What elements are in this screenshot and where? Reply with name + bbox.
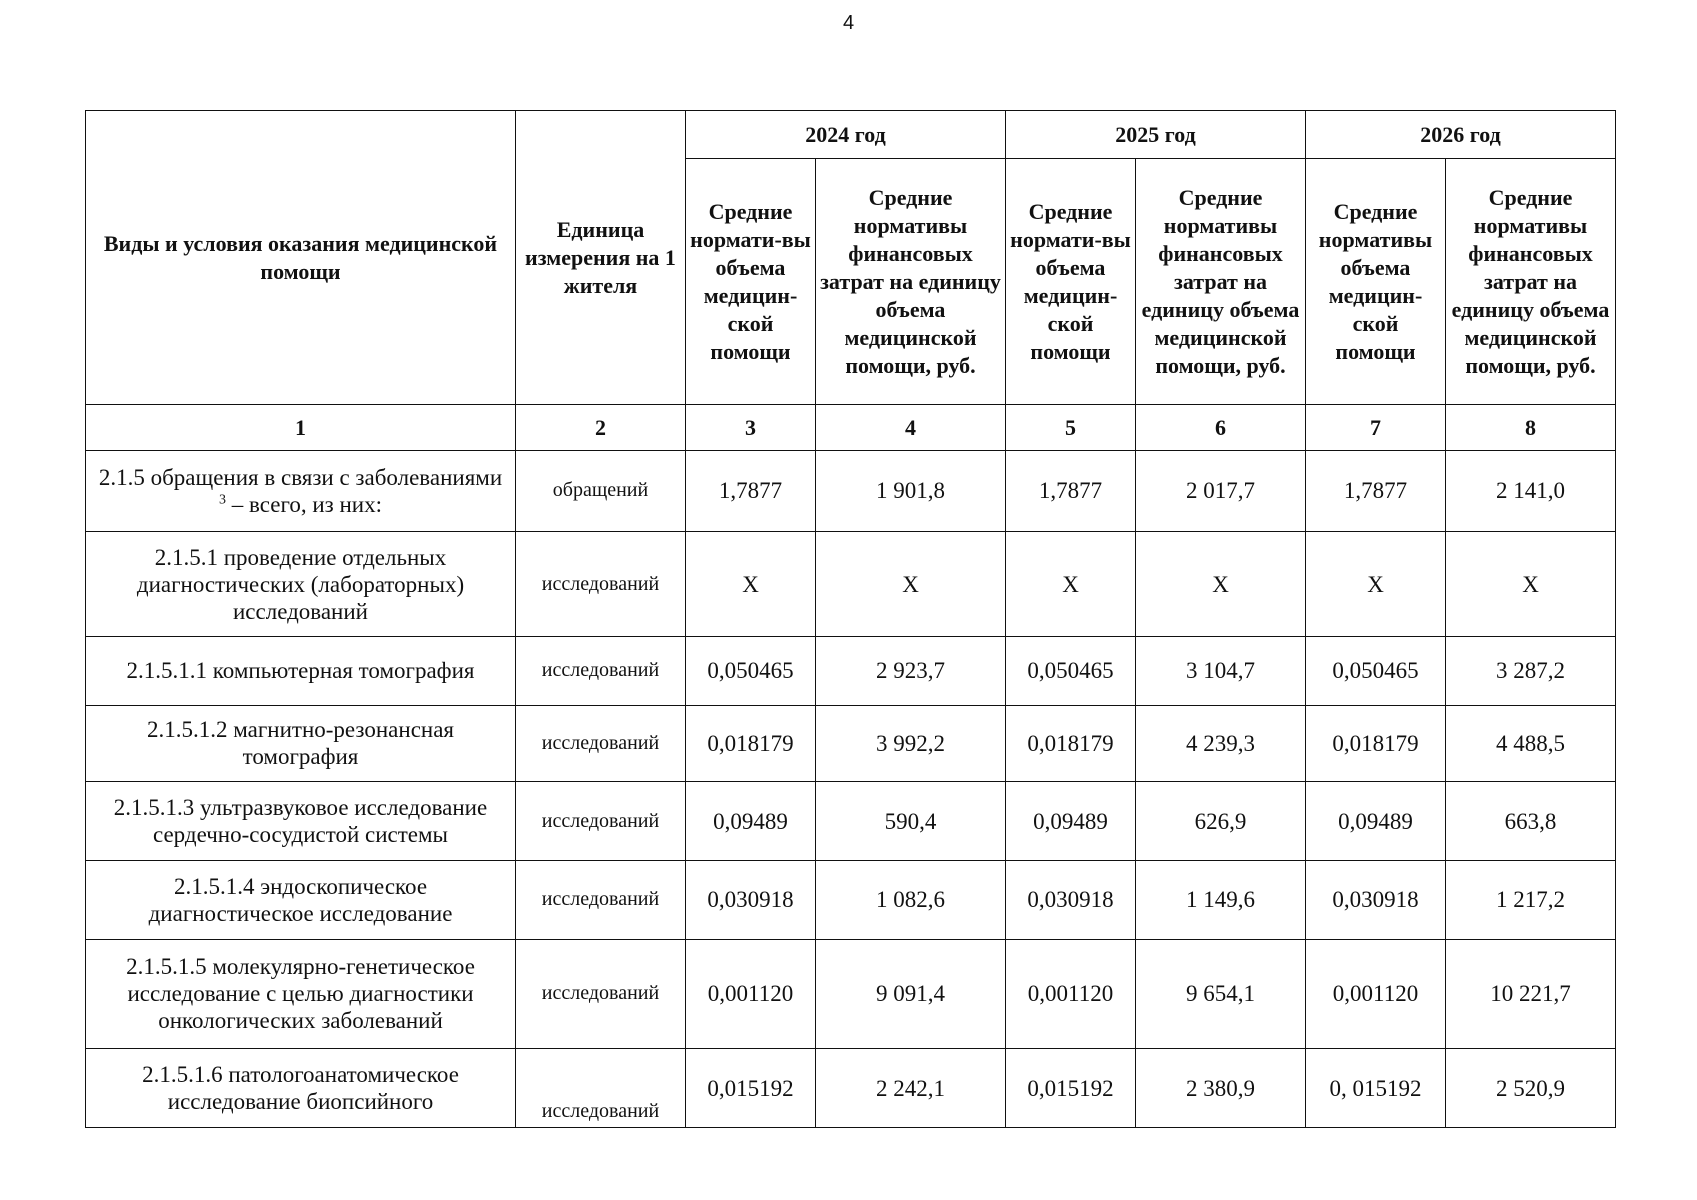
footnote-ref: 3 (219, 492, 227, 508)
row-unit: исследований (516, 637, 686, 705)
cell-value: 626,9 (1136, 782, 1306, 861)
row-name: 2.1.5.1.5 молекулярно-генетическое исследование с целью диагностики онкологических заболеваний (86, 939, 516, 1049)
row-name: 2.1.5.1.4 эндоскопическое диагностическое исследование (86, 860, 516, 939)
cell-value: 0,09489 (1006, 782, 1136, 861)
cell-value: 2 242,1 (816, 1049, 1006, 1128)
table-row (86, 1049, 1616, 1128)
row-unit: исследований (516, 705, 686, 782)
column-number: 8 (1446, 405, 1616, 451)
cell-value: 1,7877 (686, 451, 816, 532)
table-row (86, 451, 1616, 532)
row-unit: обращений (516, 451, 686, 532)
cell-value: 0,030918 (686, 860, 816, 939)
column-number: 5 (1006, 405, 1136, 451)
cell-value: 1 901,8 (816, 451, 1006, 532)
cell-value: 0,001120 (1006, 939, 1136, 1049)
cell-value: 2 141,0 (1446, 451, 1616, 532)
row-name: 2.1.5.1.1 компьютерная томография (86, 637, 516, 705)
page-number: 4 (842, 12, 855, 34)
header-cost-2024: Средние нормативы финансовых затрат на единицу объема медицинской помощи, руб. (816, 159, 1006, 405)
cell-value: 0,001120 (686, 939, 816, 1049)
cell-value: 1 082,6 (816, 860, 1006, 939)
table-row (86, 531, 1616, 637)
cell-value: 0,018179 (1306, 705, 1446, 782)
row-unit: исследований (516, 782, 686, 861)
row-unit: исследований (516, 1049, 686, 1128)
cell-value: 1,7877 (1306, 451, 1446, 532)
header-kinds-conditions: Виды и условия оказания медицинской помощи (86, 111, 516, 405)
cell-value: 663,8 (1446, 782, 1616, 861)
header-year-2024: 2024 год (686, 111, 1006, 159)
header-volume-2025: Средние нормати-вы объема медицин-ской помощи (1006, 159, 1136, 405)
cell-value: X (1446, 531, 1616, 637)
cell-value: 2 923,7 (816, 637, 1006, 705)
cell-value: 0, 015192 (1306, 1049, 1446, 1128)
row-name: 2.1.5.1.2 магнитно-резонансная томография (86, 705, 516, 782)
column-number: 6 (1136, 405, 1306, 451)
row-unit: исследований (516, 939, 686, 1049)
cell-value: 0,001120 (1306, 939, 1446, 1049)
row-name: 2.1.5.1 проведение отдельных диагностических (лабораторных) исследований (86, 531, 516, 637)
header-volume-2024: Средние нормати-вы объема медицин-ской помощи (686, 159, 816, 405)
column-number: 7 (1306, 405, 1446, 451)
cell-value: 0,015192 (686, 1049, 816, 1128)
cell-value: 4 239,3 (1136, 705, 1306, 782)
header-cost-2026: Средние нормативы финансовых затрат на единицу объема медицинской помощи, руб. (1446, 159, 1616, 405)
header-year-2025: 2025 год (1006, 111, 1306, 159)
cell-value: X (686, 531, 816, 637)
table-row (86, 705, 1616, 782)
cell-value: 3 287,2 (1446, 637, 1616, 705)
row-name: 2.1.5.1.3 ультразвуковое исследование сердечно-сосудистой системы (86, 782, 516, 861)
cell-value: 2 380,9 (1136, 1049, 1306, 1128)
column-number: 1 (86, 405, 516, 451)
cell-value: 0,030918 (1306, 860, 1446, 939)
cell-value: 9 091,4 (816, 939, 1006, 1049)
cell-value: 0,050465 (686, 637, 816, 705)
row-unit: исследований (516, 860, 686, 939)
row-unit: исследований (516, 531, 686, 637)
cell-value: X (1136, 531, 1306, 637)
cell-value: 1 217,2 (1446, 860, 1616, 939)
table-row (86, 782, 1616, 861)
cell-value: 0,018179 (686, 705, 816, 782)
column-number: 3 (686, 405, 816, 451)
cell-value: 0,030918 (1006, 860, 1136, 939)
cell-value: 4 488,5 (1446, 705, 1616, 782)
cell-value: 0,018179 (1006, 705, 1136, 782)
cell-value: 3 104,7 (1136, 637, 1306, 705)
row-name: 2.1.5.1.6 патологоанатомическое исследование биопсийного (86, 1049, 516, 1128)
cell-value: 590,4 (816, 782, 1006, 861)
header-unit: Единица измерения на 1 жителя (516, 111, 686, 405)
cell-value: 0,015192 (1006, 1049, 1136, 1128)
cell-value: 0,050465 (1006, 637, 1136, 705)
table-row (86, 860, 1616, 939)
table-row (86, 939, 1616, 1049)
norms-table (85, 110, 1616, 1128)
cell-value: 10 221,7 (1446, 939, 1616, 1049)
table-row (86, 637, 1616, 705)
cell-value: 1,7877 (1006, 451, 1136, 532)
cell-value: 9 654,1 (1136, 939, 1306, 1049)
cell-value: 0,09489 (686, 782, 816, 861)
header-volume-2026: Средние нормативы объема медицин-ской помощи (1306, 159, 1446, 405)
cell-value: 0,09489 (1306, 782, 1446, 861)
cell-value: 3 992,2 (816, 705, 1006, 782)
cell-value: X (1306, 531, 1446, 637)
cell-value: 2 017,7 (1136, 451, 1306, 532)
column-number: 2 (516, 405, 686, 451)
row-name: 2.1.5 обращения в связи с заболеваниями $^3$ – всего, из них: (86, 451, 516, 532)
cell-value: 2 520,9 (1446, 1049, 1616, 1128)
cell-value: 1 149,6 (1136, 860, 1306, 939)
cell-value: X (1006, 531, 1136, 637)
column-number: 4 (816, 405, 1006, 451)
cell-value: 0,050465 (1306, 637, 1446, 705)
cell-value: X (816, 531, 1006, 637)
header-cost-2025: Средние нормативы финансовых затрат на единицу объема медицинской помощи, руб. (1136, 159, 1306, 405)
header-year-2026: 2026 год (1306, 111, 1616, 159)
